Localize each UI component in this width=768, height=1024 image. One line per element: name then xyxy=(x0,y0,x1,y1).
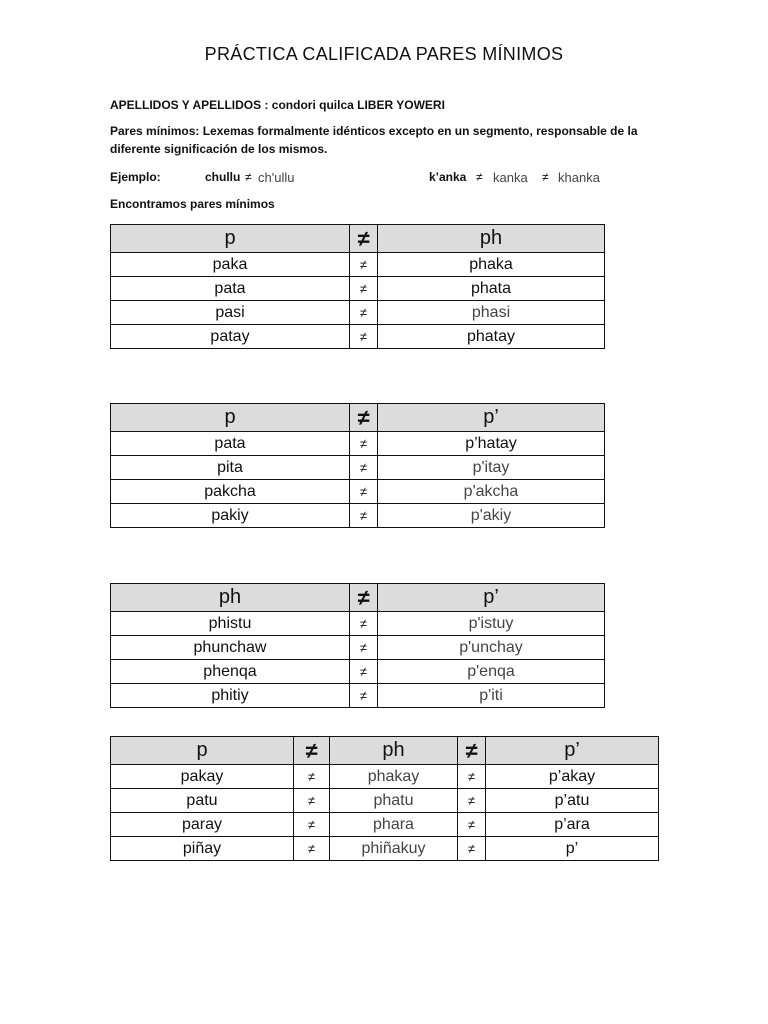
cell-ph: phistu xyxy=(111,612,350,636)
cell-neq: ≠ xyxy=(350,660,378,684)
table-row xyxy=(111,325,605,349)
header-p-glottal: p’ xyxy=(378,404,605,432)
student-name-line: APELLIDOS Y APELLIDOS : condori quilca LIBER YOWERI xyxy=(110,98,445,112)
cell-ph: phatay xyxy=(378,325,605,349)
header-p-glottal: p’ xyxy=(378,584,605,612)
table-row xyxy=(111,837,659,861)
cell-neq: ≠ xyxy=(350,301,378,325)
table-header-row xyxy=(111,225,605,253)
cell-neq: ≠ xyxy=(294,789,330,813)
header-neq: ≠ xyxy=(350,225,378,253)
cell-p: patay xyxy=(111,325,350,349)
header-neq: ≠ xyxy=(350,404,378,432)
table-row xyxy=(111,813,659,837)
cell-neq: ≠ xyxy=(350,684,378,708)
table-row xyxy=(111,660,605,684)
header-ph: ph xyxy=(378,225,605,253)
cell-p-glottal: p’atu xyxy=(486,789,659,813)
cell-neq: ≠ xyxy=(350,504,378,528)
example-word-kanka: kanka xyxy=(493,170,528,185)
cell-neq: ≠ xyxy=(350,253,378,277)
cell-neq: ≠ xyxy=(294,837,330,861)
cell-p: pakiy xyxy=(111,504,350,528)
table-row xyxy=(111,456,605,480)
cell-neq: ≠ xyxy=(458,837,486,861)
cell-p-glottal: p’akay xyxy=(486,765,659,789)
example-line xyxy=(110,170,650,186)
cell-ph: phitiy xyxy=(111,684,350,708)
cell-neq: ≠ xyxy=(350,480,378,504)
table-row xyxy=(111,432,605,456)
cell-neq: ≠ xyxy=(350,432,378,456)
cell-p-glottal: p'iti xyxy=(378,684,605,708)
example-neq-2: ≠ xyxy=(476,170,483,184)
table-row xyxy=(111,277,605,301)
table-row xyxy=(111,765,659,789)
table-row xyxy=(111,301,605,325)
header-p: p xyxy=(111,737,294,765)
cell-ph: phunchaw xyxy=(111,636,350,660)
cell-p: paray xyxy=(111,813,294,837)
table-row xyxy=(111,504,605,528)
cell-neq: ≠ xyxy=(458,789,486,813)
cell-p-glottal: p'enqa xyxy=(378,660,605,684)
cell-ph: phatu xyxy=(330,789,458,813)
example-neq-3: ≠ xyxy=(542,170,549,184)
cell-ph: phaka xyxy=(378,253,605,277)
pairs-table-ph-p-glottal xyxy=(110,583,605,708)
cell-p: pata xyxy=(111,277,350,301)
cell-neq: ≠ xyxy=(294,813,330,837)
cell-neq: ≠ xyxy=(350,325,378,349)
cell-p-glottal: p’ara xyxy=(486,813,659,837)
cell-p: patu xyxy=(111,789,294,813)
table-header-row xyxy=(111,584,605,612)
table-row xyxy=(111,253,605,277)
pairs-table-p-ph xyxy=(110,224,605,349)
table-header-row xyxy=(111,737,659,765)
cell-neq: ≠ xyxy=(350,636,378,660)
cell-p: pakay xyxy=(111,765,294,789)
cell-ph: phakay xyxy=(330,765,458,789)
table-row xyxy=(111,684,605,708)
cell-ph: phiñakuy xyxy=(330,837,458,861)
header-p-glottal: p’ xyxy=(486,737,659,765)
page-title: PRÁCTICA CALIFICADA PARES MÍNIMOS xyxy=(204,44,564,64)
cell-neq: ≠ xyxy=(350,277,378,301)
example-word-kanka-glottal: k’anka xyxy=(429,170,467,184)
example-word-khanka: khanka xyxy=(558,170,600,185)
example-word-chullu-glottal: ch'ullu xyxy=(258,170,295,185)
table-row xyxy=(111,789,659,813)
header-neq: ≠ xyxy=(294,737,330,765)
header-ph: ph xyxy=(111,584,350,612)
cell-p-glottal: p'akcha xyxy=(378,480,605,504)
cell-p-glottal: p’hatay xyxy=(378,432,605,456)
cell-neq: ≠ xyxy=(458,765,486,789)
cell-p: pasi xyxy=(111,301,350,325)
cell-p-glottal: p’ xyxy=(486,837,659,861)
cell-neq: ≠ xyxy=(458,813,486,837)
cell-neq: ≠ xyxy=(294,765,330,789)
pairs-table-p-p-glottal xyxy=(110,403,605,528)
cell-p-glottal: p'unchay xyxy=(378,636,605,660)
cell-p-glottal: p'itay xyxy=(378,456,605,480)
pairs-table-p-ph-p-glottal xyxy=(110,736,659,861)
example-neq-1: ≠ xyxy=(245,170,252,184)
table-row xyxy=(111,480,605,504)
header-neq: ≠ xyxy=(350,584,378,612)
header-neq: ≠ xyxy=(458,737,486,765)
cell-p: paka xyxy=(111,253,350,277)
header-p: p xyxy=(111,404,350,432)
table-header-row xyxy=(111,404,605,432)
header-ph: ph xyxy=(330,737,458,765)
header-p: p xyxy=(111,225,350,253)
cell-p: piñay xyxy=(111,837,294,861)
table-row xyxy=(111,612,605,636)
cell-p: pita xyxy=(111,456,350,480)
cell-ph: phata xyxy=(378,277,605,301)
cell-p: pata xyxy=(111,432,350,456)
cell-p-glottal: p'akiy xyxy=(378,504,605,528)
cell-neq: ≠ xyxy=(350,612,378,636)
cell-ph: phara xyxy=(330,813,458,837)
cell-ph: phasi xyxy=(378,301,605,325)
cell-neq: ≠ xyxy=(350,456,378,480)
example-word-chullu: chullu xyxy=(205,170,241,184)
cell-p: pakcha xyxy=(111,480,350,504)
found-pairs-label: Encontramos pares mínimos xyxy=(110,197,275,211)
definition-paragraph: Pares mínimos: Lexemas formalmente idénticos excepto en un segmento, responsable de la diferente significación de los mismos. xyxy=(110,124,638,156)
table-row xyxy=(111,636,605,660)
example-label: Ejemplo: xyxy=(110,170,161,184)
cell-p-glottal: p'istuy xyxy=(378,612,605,636)
cell-ph: phenqa xyxy=(111,660,350,684)
